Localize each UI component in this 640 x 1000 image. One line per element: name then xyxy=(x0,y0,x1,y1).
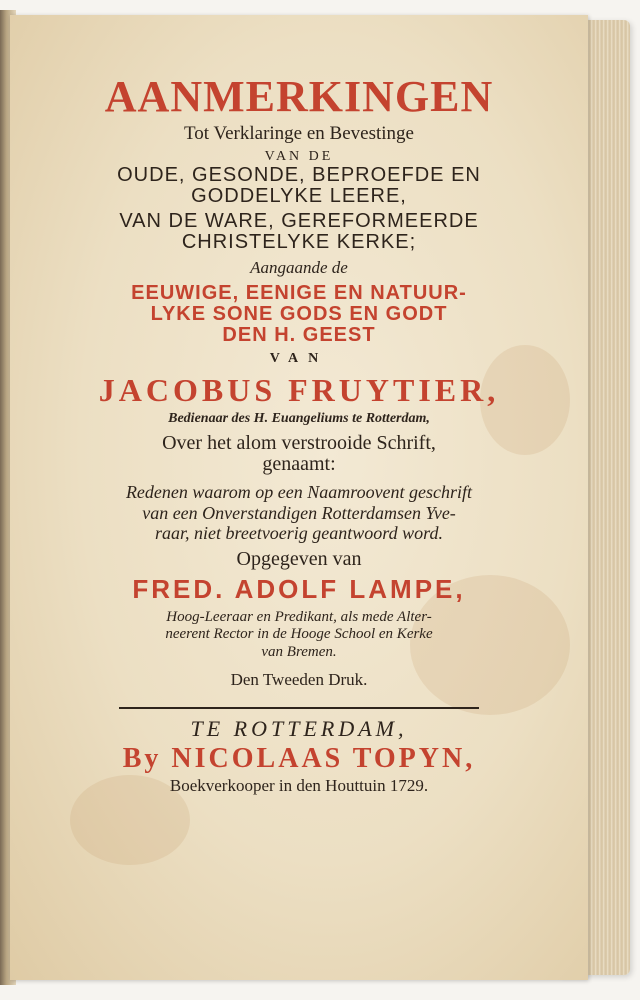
genaamt-line: genaamt: xyxy=(262,452,336,475)
aangaande-line: Aangaande de xyxy=(250,257,348,277)
italic-line-1: Redenen waarom op een Naamroovent geschrift xyxy=(125,481,473,502)
divider-rule xyxy=(119,707,479,709)
line-oude: OUDE, GESONDE, BEPROEFDE EN xyxy=(117,163,481,186)
van-line: VAN xyxy=(269,350,329,366)
opgegeven-line: Opgegeven van xyxy=(236,548,362,571)
editor-role-1: Hoog-Leeraar en Predikant, als mede Alter- xyxy=(166,608,432,625)
author-role: Bedienaar des H. Euangeliums te Rotterdam, xyxy=(168,410,430,426)
imprint-publisher: By NICOLAAS TOPYN, xyxy=(122,742,476,774)
editor-name: FRED. ADOLF LAMPE, xyxy=(132,574,466,605)
line-christelyke: CHRISTELYKE KERKE; xyxy=(181,230,417,253)
over-het-line: Over het alom verstrooide Schrift, xyxy=(162,431,436,454)
editor-role-2: neerent Rector in de Hooge School en Kerke xyxy=(165,626,433,643)
edition-line: Den Tweeden Druk. xyxy=(230,669,368,689)
imprint-city: TE ROTTERDAM, xyxy=(190,715,408,741)
subtitle: Tot Verklaringe en Bevestinge xyxy=(184,123,414,145)
van-de-line: VAN DE xyxy=(264,149,334,165)
line-van-de-ware: VAN DE WARE, GEREFORMEERDE xyxy=(119,209,479,232)
italic-line-2: van een Onverstandigen Rotterdamsen Yve- xyxy=(142,502,456,523)
red-line-3: DEN H. GEEST xyxy=(222,323,376,346)
editor-role-3: van Bremen. xyxy=(261,644,337,661)
imprint-seller: Boekverkooper in den Houttuin 1729. xyxy=(169,776,429,796)
italic-line-3: raar, niet breetvoerig geantwoord word. xyxy=(155,523,443,544)
author-name: JACOBUS FRUYTIER, xyxy=(98,372,500,409)
red-line-2: LYKE SONE GODS EN GODT xyxy=(150,302,448,325)
main-title: AANMERKINGEN xyxy=(104,72,494,121)
title-text-block xyxy=(10,60,588,795)
line-goddelyke: GODDELYKE LEERE, xyxy=(191,184,407,207)
red-line-1: EEUWIGE, EENIGE EN NATUUR- xyxy=(131,281,467,304)
